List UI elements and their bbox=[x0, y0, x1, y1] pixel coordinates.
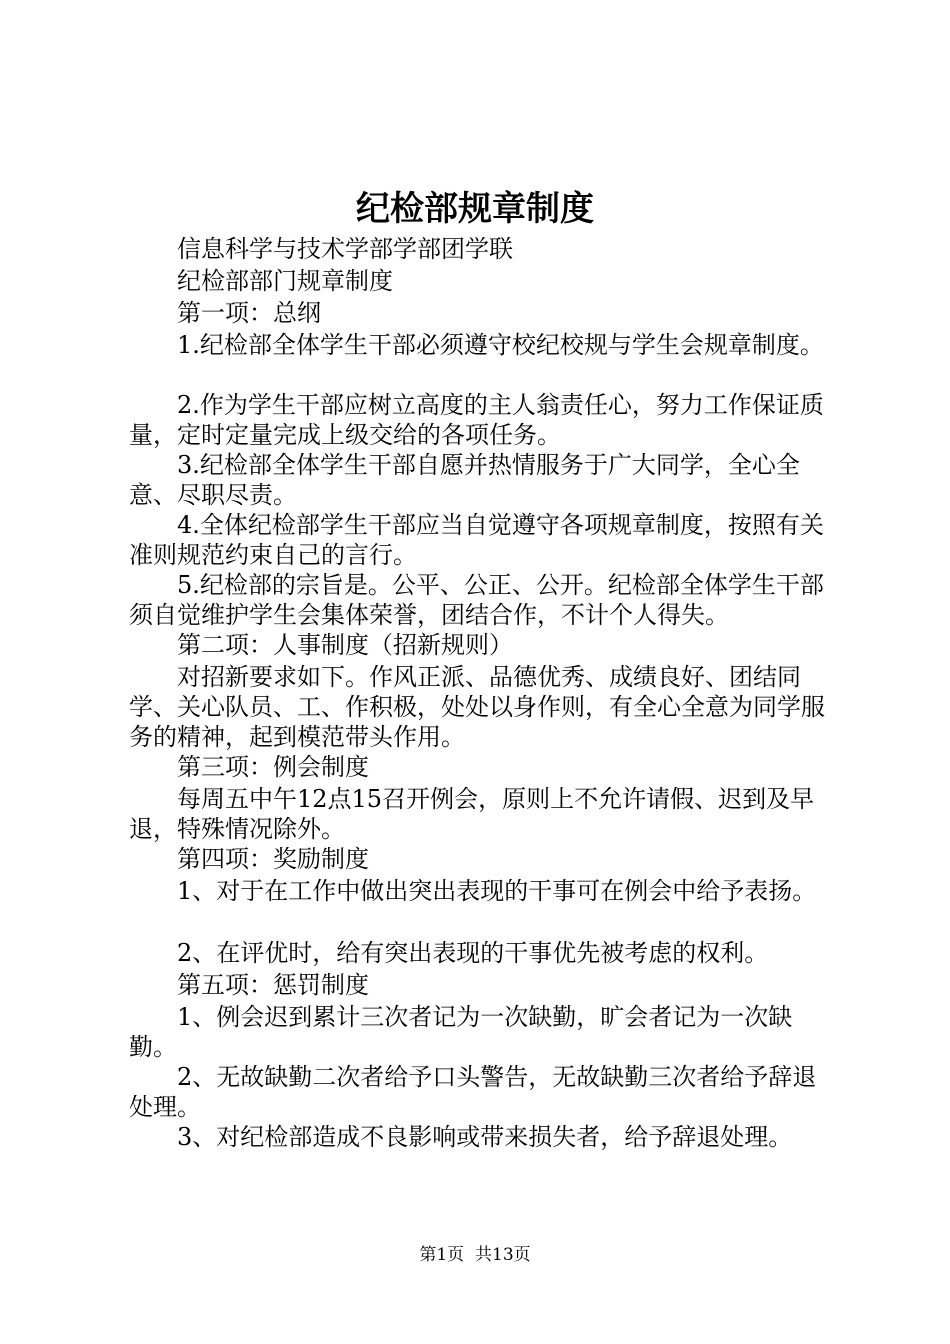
paragraph-item: 3、对纪检部造成不良影响或带来损失者，给予辞退处理。 bbox=[177, 1123, 793, 1151]
paragraph-item: 4.全体纪检部学生干部应当自觉遵守各项规章制度，按照有关准则规范约束自己的言行。 bbox=[129, 511, 824, 569]
paragraph-item: 1、对于在工作中做出突出表现的干事可在例会中给予表扬。 bbox=[177, 877, 817, 905]
page-total: 共13页 bbox=[475, 1245, 531, 1265]
section-heading-general: 第一项：总纲 bbox=[177, 299, 321, 327]
paragraph-item: 1、例会迟到累计三次者记为一次缺勤，旷会者记为一次缺勤。 bbox=[129, 1003, 793, 1061]
paragraph-item: 2、无故缺勤二次者给予口头警告，无故缺勤三次者给予辞退处理。 bbox=[129, 1063, 817, 1121]
page-footer bbox=[0, 1243, 950, 1267]
paragraph-item: 1.纪检部全体学生干部必须遵守校纪校规与学生会规章制度。 bbox=[177, 331, 824, 359]
paragraph-item: 对招新要求如下。作风正派、品德优秀、成绩良好、团结同学、关心队员、工、作积极，处处以身作则，有全心全意为同学服务的精神，起到模范带头作用。 bbox=[129, 663, 825, 751]
page-number: 第1页 bbox=[419, 1245, 465, 1265]
footer-spacer bbox=[464, 1245, 475, 1265]
paragraph-subtitle: 纪检部部门规章制度 bbox=[177, 267, 393, 295]
paragraph-item: 2.作为学生干部应树立高度的主人翁责任心，努力工作保证质量，定时定量完成上级交给的各项任务。 bbox=[129, 391, 824, 449]
paragraph-item: 3.纪检部全体学生干部自愿并热情服务于广大同学，全心全意、尽职尽责。 bbox=[129, 451, 800, 509]
document-body bbox=[129, 234, 834, 1154]
document-title: 纪检部规章制度 bbox=[356, 189, 594, 229]
paragraph-org: 信息科学与技术学部学部团学联 bbox=[177, 235, 513, 263]
section-heading-personnel: 第二项：人事制度（招新规则） bbox=[177, 631, 513, 659]
section-heading-reward: 第四项：奖励制度 bbox=[177, 845, 369, 873]
section-heading-meeting: 第三项：例会制度 bbox=[177, 753, 369, 781]
paragraph-item: 2、在评优时，给有突出表现的干事优先被考虑的权利。 bbox=[177, 939, 769, 967]
section-heading-penalty: 第五项：惩罚制度 bbox=[177, 971, 369, 999]
paragraph-item: 每周五中午12点15召开例会，原则上不允许请假、迟到及早退，特殊情况除外。 bbox=[129, 785, 815, 843]
paragraph-item: 5.纪检部的宗旨是。公平、公正、公开。纪检部全体学生干部须自觉维护学生会集体荣誉，团结合作，不计个人得失。 bbox=[129, 571, 824, 629]
